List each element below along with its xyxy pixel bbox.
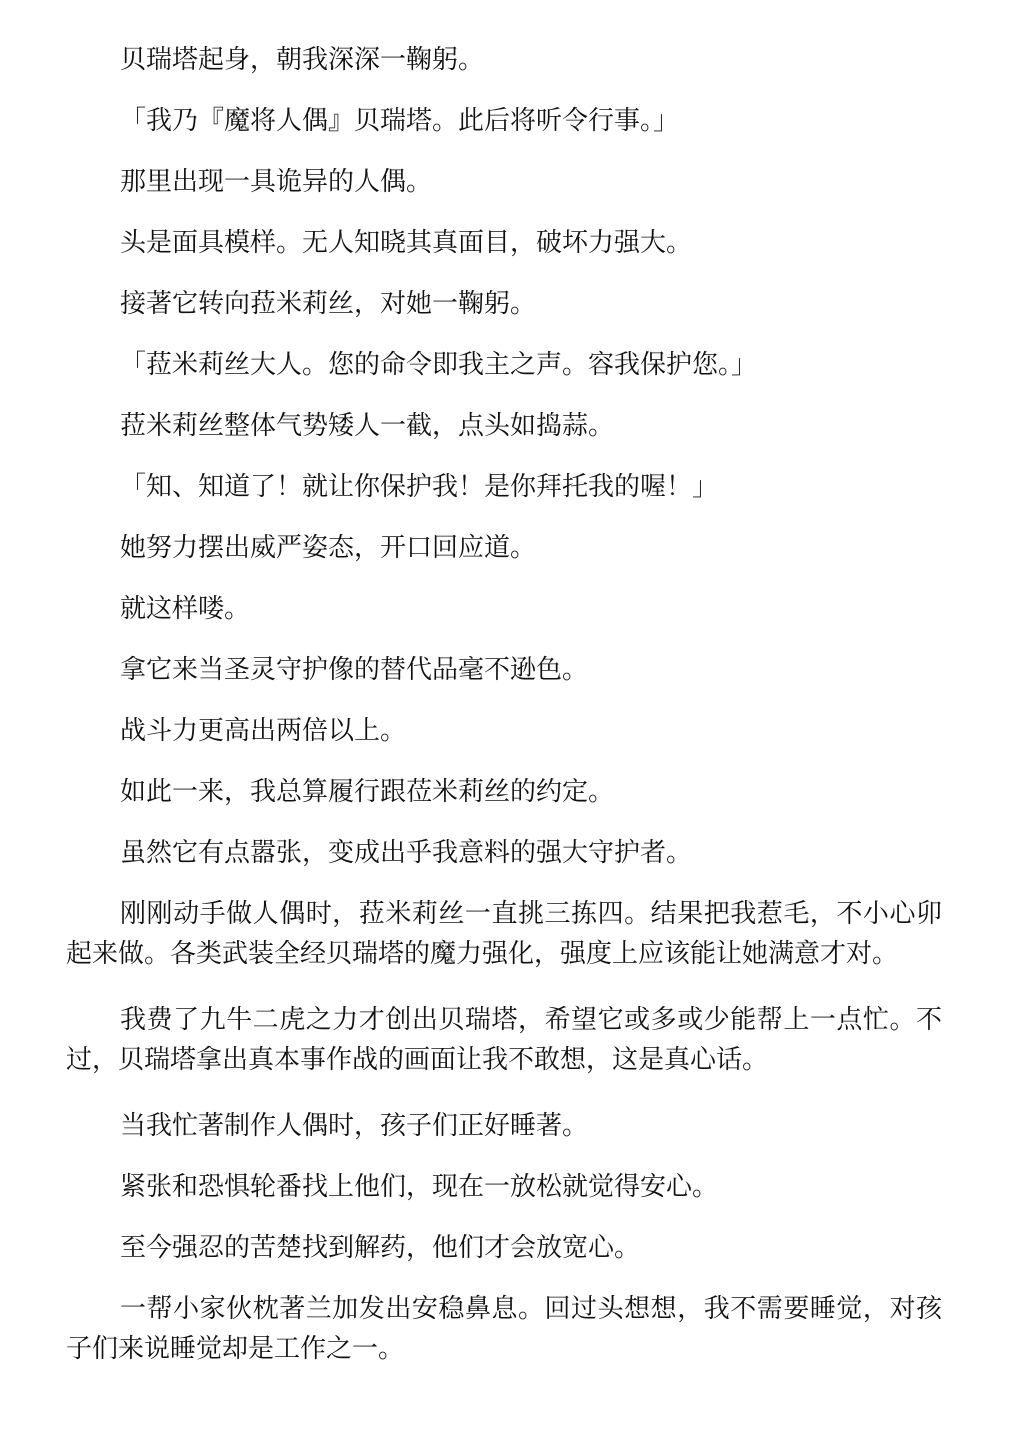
paragraph-11: 拿它来当圣灵守护像的替代品毫不逊色。: [120, 655, 589, 685]
paragraph-20: 一帮小家伙枕著兰加发出安稳鼻息。回过头想想，我不需要睡觉，对孩子们来说睡觉却是工作之一。: [66, 1294, 942, 1364]
paragraph-4: 头是面具模样。无人知晓其真面目，破坏力强大。: [120, 228, 693, 258]
paragraph-2: 「我乃『魔将人偶』贝瑞塔。此后将听令行事。」: [120, 106, 680, 136]
paragraph-1: 贝瑞塔起身，朝我深深一鞠躬。: [120, 45, 485, 75]
paragraph-19: 至今强忍的苦楚找到解药，他们才会放宽心。: [120, 1233, 641, 1263]
paragraph-12: 战斗力更高出两倍以上。: [120, 716, 407, 746]
paragraph-13: 如此一来，我总算履行跟莅米莉丝的约定。: [120, 777, 615, 807]
paragraph-6: 「菈米莉丝大人。您的命令即我主之声。容我保护您。」: [120, 350, 758, 380]
paragraph-10: 就这样喽。: [120, 594, 251, 624]
paragraph-5: 接著它转向菈米莉丝，对她一鞠躬。: [120, 289, 537, 319]
paragraph-17: 当我忙著制作人偶时，孩子们正好睡著。: [120, 1111, 589, 1141]
paragraph-15: 刚刚动手做人偶时，菈米莉丝一直挑三拣四。结果把我惹毛，不小心卯起来做。各类武装全经贝瑞塔的魔力强化，强度上应该能让她满意才对。: [66, 899, 942, 969]
paragraph-3: 那里出现一具诡异的人偶。: [120, 167, 433, 197]
paragraph-7: 菈米莉丝整体气势矮人一截，点头如捣蒜。: [120, 411, 615, 441]
paragraph-8: 「知、知道了！就让你保护我！是你拜托我的喔！」: [120, 472, 719, 502]
document-page: [66, 40, 942, 1395]
paragraph-18: 紧张和恐惧轮番找上他们，现在一放松就觉得安心。: [120, 1172, 719, 1202]
paragraph-14: 虽然它有点嚣张，变成出乎我意料的强大守护者。: [120, 838, 693, 868]
paragraph-9: 她努力摆出威严姿态，开口回应道。: [120, 533, 537, 563]
paragraph-16: 我费了九牛二虎之力才创出贝瑞塔，希望它或多或少能帮上一点忙。不过，贝瑞塔拿出真本事作战的画面让我不敢想，这是真心话。: [66, 1005, 942, 1075]
